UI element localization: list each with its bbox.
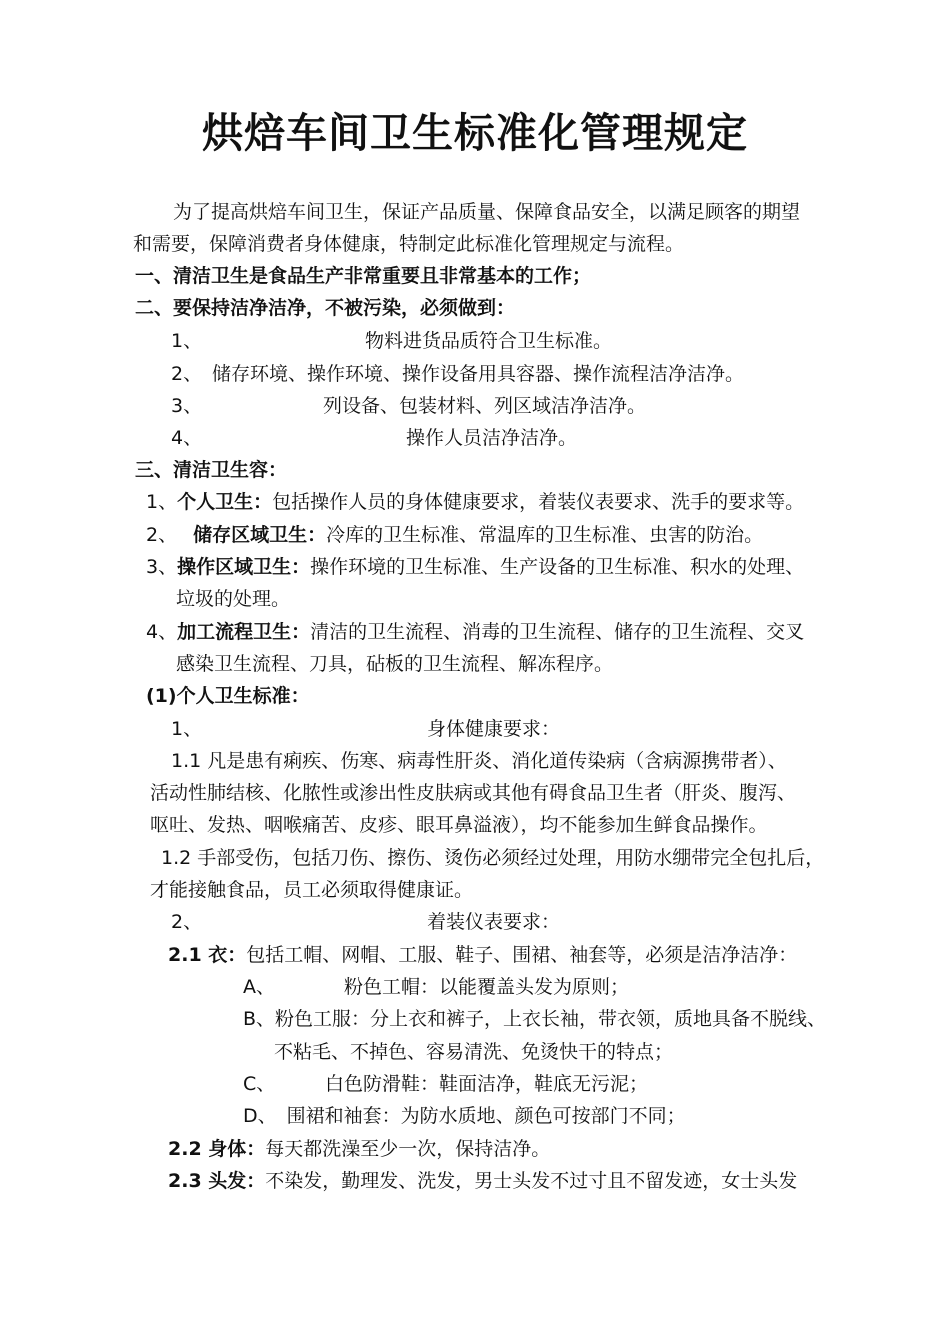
s3-item-1-num: 1、	[146, 491, 178, 513]
health-line-3: 呕吐、发热、咽喉痛苦、皮疹、眼耳鼻溢液），均不能参加生鲜食品操作。	[150, 814, 768, 836]
health-num: 1、	[171, 718, 203, 740]
clothes-label: 2.1 衣：	[168, 944, 247, 966]
dress-sub-a-num: A、	[243, 976, 275, 998]
health-line-2: 活动性肺结核、化脓性或渗出性皮肤病或其他有碍食品卫生者（肝炎、腹泻、	[150, 782, 797, 804]
s3-item-2	[146, 519, 763, 551]
s3-item-2-num: 2、	[146, 524, 178, 546]
s3-item-3-label: 操作区域卫生：	[177, 556, 311, 578]
health-line-5: 才能接触食品，员工必须取得健康证。	[150, 879, 474, 901]
dress-sub-b	[243, 1003, 826, 1035]
s3-item-4-text: 清洁的卫生流程、消毒的卫生流程、储存的卫生流程、交叉	[310, 621, 805, 643]
dress-sub-d-text: 围裙和袖套：为防水质地、颜色可按部门不同；	[286, 1105, 686, 1127]
s3-item-3-cont: 垃圾的处理。	[176, 588, 291, 610]
s2-item-2-text: 储存环境、操作环境、操作设备用具容器、操作流程洁净洁净。	[212, 363, 745, 385]
s3-item-2-text: 冷库的卫生标准、常温库的卫生标准、虫害的防治。	[326, 524, 764, 546]
body-label: 2.2 身体：	[168, 1138, 266, 1160]
s2-item-2-num: 2、	[171, 363, 203, 385]
dress-sub-c-text: 白色防滑鞋：鞋面洁净，鞋底无污泥；	[325, 1073, 649, 1095]
personal-hygiene-heading: (1)个人卫生标准：	[146, 685, 310, 707]
health-title: 身体健康要求：	[427, 718, 561, 740]
s3-item-3	[146, 551, 804, 583]
s3-item-2-label: 储存区域卫生：	[193, 524, 327, 546]
dress-sub-b-num: B、	[243, 1008, 276, 1030]
section-1-heading: 一、清洁卫生是食品生产非常重要且非常基本的工作；	[135, 265, 592, 287]
s3-item-1-label: 个人卫生：	[177, 491, 273, 513]
s2-item-4-text: 操作人员洁净洁净。	[406, 427, 578, 449]
s3-item-3-text: 操作环境的卫生标准、生产设备的卫生标准、积水的处理、	[310, 556, 805, 578]
s3-item-3-num: 3、	[146, 556, 178, 578]
section-2-heading: 二、要保持洁净洁净，不被污染，必须做到：	[135, 297, 516, 319]
s2-item-3-text: 列设备、包装材料、列区域洁净洁净。	[323, 395, 647, 417]
health-line-1: 1.1 凡是患有痢疾、伤寒、病毒性肝炎、消化道传染病（含病源携带者）、	[171, 750, 787, 772]
s2-item-1-num: 1、	[171, 330, 203, 352]
s2-item-1-text: 物料进货品质符合卫生标准。	[365, 330, 613, 352]
body-text: 每天都洗澡至少一次，保持洁净。	[265, 1138, 551, 1160]
dress-sub-d	[243, 1100, 686, 1132]
dress-sub-b-text: 粉色工服：分上衣和裤子，上衣长袖，带衣领，质地具备不脱线、	[275, 1008, 827, 1030]
hair-label: 2.3 头发：	[168, 1170, 266, 1192]
s2-item-4-num: 4、	[171, 427, 203, 449]
section-3-heading: 三、清洁卫生容：	[135, 459, 288, 481]
dress-num: 2、	[171, 911, 203, 933]
s3-item-4	[146, 616, 804, 648]
intro-line-2: 和需要，保障消费者身体健康，特制定此标准化管理规定与流程。	[133, 233, 685, 255]
dress-sub-b-cont: 不粘毛、不掉色、容易清洗、免烫快干的特点；	[274, 1041, 674, 1063]
hair-text: 不染发，勤理发、洗发，男士头发不过寸且不留发迹，女士头发	[265, 1170, 798, 1192]
dress-sub-a-text: 粉色工帽：以能覆盖头发为原则；	[344, 976, 630, 998]
dress-sub-c-num: C、	[243, 1073, 276, 1095]
hair-line	[168, 1165, 797, 1197]
s3-item-4-num: 4、	[146, 621, 178, 643]
page-title: 烘焙车间卫生标准化管理规定	[202, 109, 748, 157]
s3-item-1	[146, 486, 804, 518]
clothes-text: 包括工帽、网帽、工服、鞋子、围裙、袖套等，必须是洁净洁净：	[246, 944, 798, 966]
body-line	[168, 1133, 550, 1165]
s3-item-4-label: 加工流程卫生：	[177, 621, 311, 643]
health-line-4: 1.2 手部受伤，包括刀伤、擦伤、烫伤必须经过处理，用防水绷带完全包扎后，	[161, 847, 825, 869]
s3-item-1-text: 包括操作人员的身体健康要求，着装仪表要求、洗手的要求等。	[272, 491, 805, 513]
dress-title: 着装仪表要求：	[427, 911, 561, 933]
intro-line-1: 为了提高烘焙车间卫生，保证产品质量、保障食品安全，以满足顾客的期望	[173, 201, 801, 223]
s3-item-4-cont: 感染卫生流程、刀具，砧板的卫生流程、解冻程序。	[176, 653, 614, 675]
dress-sub-d-num: D、	[243, 1105, 277, 1127]
clothes-line	[168, 939, 797, 971]
s2-item-3-num: 3、	[171, 395, 203, 417]
